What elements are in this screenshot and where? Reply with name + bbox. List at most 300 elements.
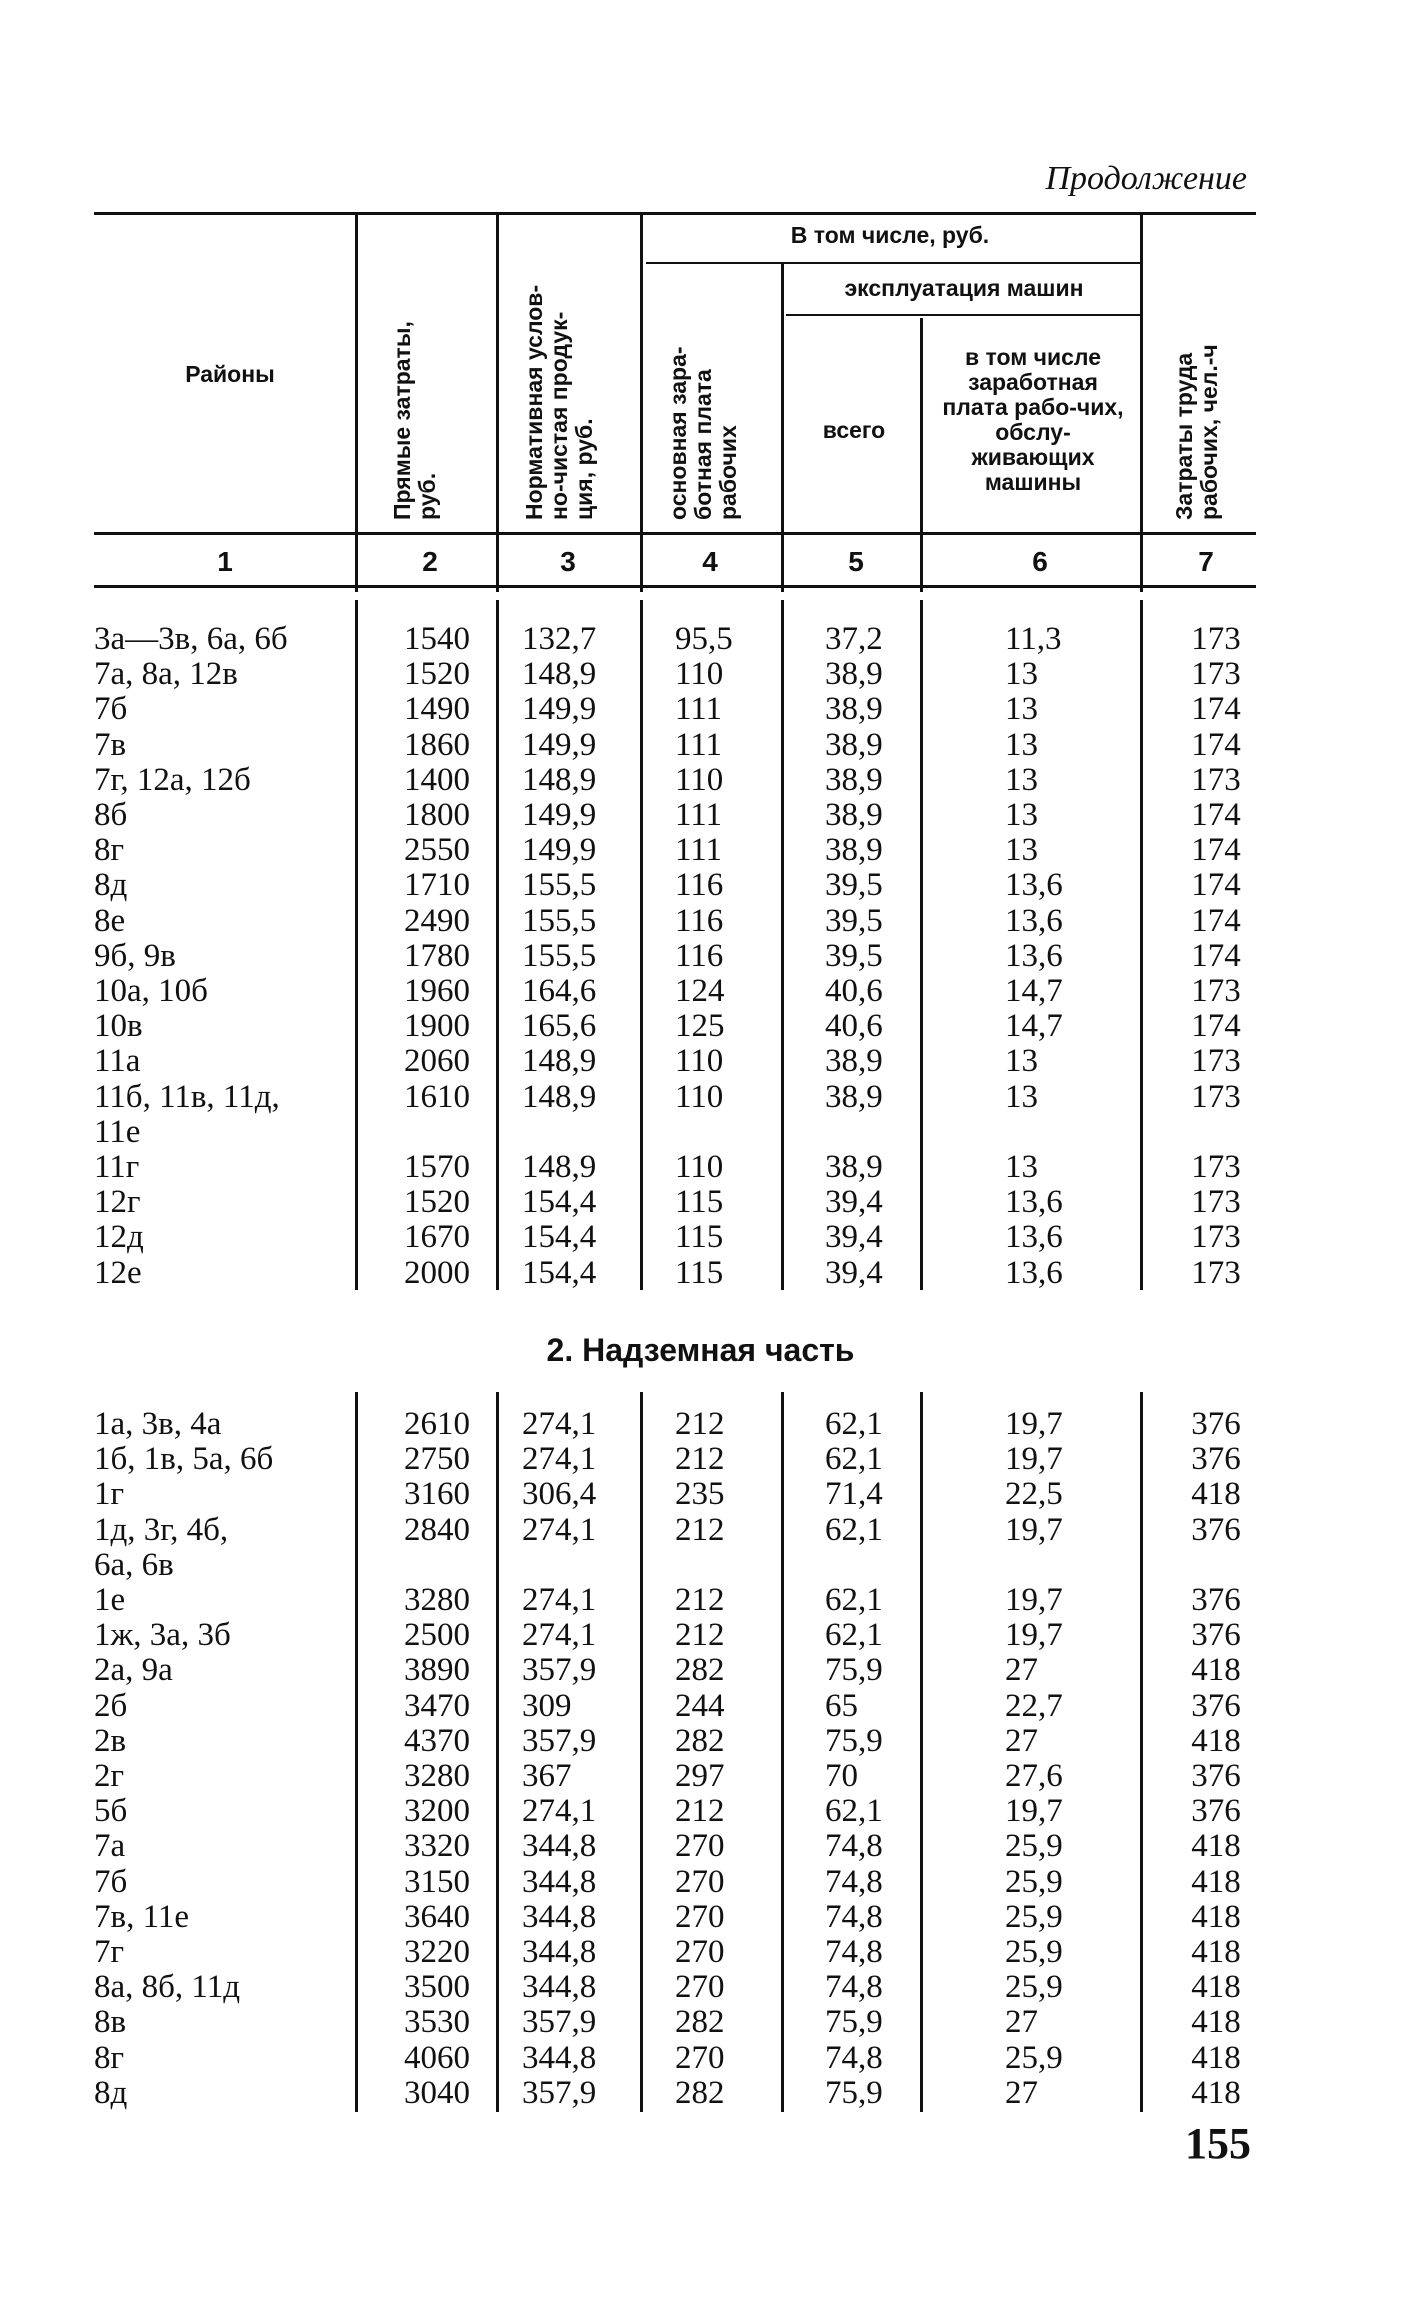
table-cell: 270	[675, 1969, 725, 2006]
table-cell: 8в	[94, 2004, 127, 2041]
table-row	[0, 1865, 1401, 1900]
table-cell: 3530	[404, 2004, 470, 2041]
table-cell: 212	[675, 1406, 725, 1442]
table-cell: 39,4	[825, 1184, 883, 1221]
header-col1: Районы	[185, 361, 275, 387]
table-cell: 75,9	[825, 2074, 883, 2111]
table-row	[0, 798, 1401, 833]
table-cell: 13,6	[1005, 937, 1063, 974]
table-cell: 8д	[94, 2074, 128, 2111]
table-cell: 110	[675, 761, 724, 798]
table-cell: 74,8	[825, 1828, 883, 1865]
table-cell: 1520	[404, 1184, 470, 1221]
table-cell: 62,1	[825, 1582, 883, 1618]
table-cell: 11б, 11в, 11д,	[94, 1078, 280, 1115]
table-cell: 124	[675, 973, 725, 1009]
table-cell: 132,7	[522, 621, 597, 657]
table-cell: 1670	[404, 1219, 470, 1256]
table-cell: 110	[675, 656, 724, 693]
table-cell: 274,1	[522, 1582, 597, 1618]
table-cell: 13	[1005, 797, 1038, 833]
table-cell: 14,7	[1005, 1008, 1063, 1045]
table-cell: 111	[675, 797, 723, 833]
table-cell: 173	[1191, 1184, 1241, 1221]
group-rule	[646, 262, 1140, 264]
table-cell: 309	[522, 1687, 572, 1724]
colnum-1: 1	[217, 546, 233, 577]
table-cell: 116	[675, 937, 724, 974]
table-cell: 1г	[94, 1476, 125, 1513]
table-cell: 1800	[404, 797, 470, 833]
table-cell: 2500	[404, 1617, 470, 1654]
table-cell: 165,6	[522, 1008, 597, 1045]
table-cell: 12е	[94, 1254, 142, 1291]
table-cell: 1д, 3г, 4б,	[94, 1511, 229, 1548]
table-cell: 1е	[94, 1582, 126, 1618]
table-cell: 75,9	[825, 1722, 883, 1759]
table-cell: 39,4	[825, 1254, 883, 1291]
table-cell: 111	[675, 691, 723, 728]
table-cell: 367	[522, 1758, 572, 1794]
table-cell: 1490	[404, 691, 470, 728]
table-cell: 115	[675, 1184, 724, 1221]
table-row	[0, 657, 1401, 692]
table-cell: 62,1	[825, 1617, 883, 1654]
header-col4: основная зара- ботная плата рабочих	[665, 346, 741, 520]
table-cell: 282	[675, 1722, 725, 1759]
table-cell: 38,9	[825, 1078, 883, 1115]
table-row	[0, 1724, 1401, 1759]
table-cell: 25,9	[1005, 1969, 1063, 2006]
table-cell: 74,8	[825, 2039, 883, 2076]
table-cell: 344,8	[522, 1898, 597, 1935]
table-row	[0, 2076, 1401, 2111]
table-cell: 75,9	[825, 2004, 883, 2041]
table-cell: 418	[1191, 2004, 1241, 2041]
header-col7: Затраты труда рабочих, чел.-ч	[1171, 344, 1222, 520]
table-cell: 274,1	[522, 1406, 597, 1442]
table-cell: 1960	[404, 973, 470, 1009]
table-cell: 62,1	[825, 1511, 883, 1548]
table-cell: 62,1	[825, 1406, 883, 1442]
table-cell: 1780	[404, 937, 470, 974]
table-cell: 8б	[94, 797, 128, 833]
table-cell: 7б	[94, 1863, 128, 1900]
colnum-4: 4	[702, 546, 718, 577]
table-cell: 40,6	[825, 1008, 883, 1045]
table-cell: 70	[825, 1758, 858, 1794]
header-col2: Прямые затраты, руб.	[389, 321, 440, 520]
table-cell: 1610	[404, 1078, 470, 1115]
table-cell: 376	[1191, 1406, 1241, 1442]
table-cell: 2б	[94, 1687, 128, 1724]
table-cell: 110	[675, 1149, 724, 1185]
table-row	[0, 1009, 1401, 1044]
table-cell: 7г, 12а, 12б	[94, 761, 251, 798]
table-cell: 3а—3в, 6а, 6б	[94, 621, 288, 657]
table-cell: 11а	[94, 1043, 141, 1080]
table-cell: 148,9	[522, 1043, 597, 1080]
table-cell: 376	[1191, 1441, 1241, 1478]
table-cell: 13	[1005, 1043, 1038, 1080]
table-cell: 1900	[404, 1008, 470, 1045]
table-cell: 13	[1005, 656, 1038, 693]
continuation-label: Продолжение	[1045, 160, 1247, 197]
divider-6	[1140, 212, 1143, 592]
header-group: В том числе, руб.	[790, 222, 990, 248]
table-cell: 7а, 8а, 12в	[94, 656, 238, 693]
table-cell: 282	[675, 2074, 725, 2111]
table-cell: 344,8	[522, 2039, 597, 2076]
table-row	[0, 1583, 1401, 1618]
table-cell: 173	[1191, 1078, 1241, 1115]
table-cell: 116	[675, 867, 724, 904]
table-cell: 8а, 8б, 11д	[94, 1969, 241, 2006]
table-cell: 270	[675, 1828, 725, 1865]
table-cell: 2750	[404, 1441, 470, 1478]
table-cell: 1ж, 3а, 3б	[94, 1617, 231, 1654]
table-cell: 13	[1005, 726, 1038, 763]
table-cell: 173	[1191, 1149, 1241, 1185]
table-cell: 13	[1005, 1149, 1038, 1185]
table-cell: 116	[675, 902, 724, 939]
table-cell: 173	[1191, 656, 1241, 693]
table-cell: 25,9	[1005, 1863, 1063, 1900]
table-cell: 154,4	[522, 1254, 597, 1291]
table-cell: 270	[675, 1934, 725, 1970]
table-cell: 22,7	[1005, 1687, 1063, 1724]
table-cell: 376	[1191, 1582, 1241, 1618]
table-cell: 39,5	[825, 902, 883, 939]
table-row	[0, 1150, 1401, 1185]
table-cell: 235	[675, 1476, 725, 1513]
table-cell: 344,8	[522, 1934, 597, 1970]
table-cell: 376	[1191, 1617, 1241, 1654]
table-row	[0, 622, 1401, 657]
table-cell: 149,9	[522, 832, 597, 869]
table-cell: 19,7	[1005, 1441, 1063, 1478]
table-cell: 282	[675, 1652, 725, 1689]
table-cell: 173	[1191, 1043, 1241, 1080]
table-cell: 2550	[404, 832, 470, 869]
table-cell: 357,9	[522, 1722, 597, 1759]
table-cell: 27,6	[1005, 1758, 1063, 1794]
table-cell: 418	[1191, 2039, 1241, 2076]
table-cell: 274,1	[522, 1441, 597, 1478]
table-row	[0, 868, 1401, 903]
table-cell: 344,8	[522, 1828, 597, 1865]
header-top-rule	[94, 212, 1256, 215]
divider-5	[920, 318, 923, 592]
table-cell: 174	[1191, 867, 1241, 904]
table-cell: 1520	[404, 656, 470, 693]
table-cell: 173	[1191, 761, 1241, 798]
table-cell: 154,4	[522, 1184, 597, 1221]
table-cell: 418	[1191, 1934, 1241, 1970]
table-row	[0, 1513, 1401, 1548]
table-cell: 6а, 6в	[94, 1546, 174, 1583]
table-cell: 148,9	[522, 1078, 597, 1115]
table-row	[0, 1080, 1401, 1115]
table-cell: 155,5	[522, 867, 597, 904]
table-row	[0, 1044, 1401, 1079]
table-cell: 125	[675, 1008, 725, 1045]
table-cell: 65	[825, 1687, 858, 1724]
table-cell: 8д	[94, 867, 128, 904]
table-cell: 274,1	[522, 1793, 597, 1830]
table-row	[0, 1759, 1401, 1794]
table-cell: 111	[675, 832, 723, 869]
table-cell: 38,9	[825, 832, 883, 869]
table-cell: 13	[1005, 1078, 1038, 1115]
table-cell: 40,6	[825, 973, 883, 1009]
divider-3	[640, 212, 643, 592]
table-cell: 174	[1191, 937, 1241, 974]
table-row	[0, 692, 1401, 727]
table-cell: 212	[675, 1441, 725, 1478]
table-cell: 270	[675, 1898, 725, 1935]
table-cell: 12д	[94, 1219, 144, 1256]
table-cell: 357,9	[522, 2004, 597, 2041]
table-row	[0, 1794, 1401, 1829]
table-cell: 37,2	[825, 621, 883, 657]
table-cell: 3220	[404, 1934, 470, 1970]
table-cell: 148,9	[522, 761, 597, 798]
table-cell: 174	[1191, 902, 1241, 939]
table-cell: 270	[675, 2039, 725, 2076]
table-cell: 3040	[404, 2074, 470, 2111]
table-cell: 7б	[94, 691, 128, 728]
table-cell: 25,9	[1005, 2039, 1063, 2076]
table-cell: 418	[1191, 1652, 1241, 1689]
table-cell: 13	[1005, 761, 1038, 798]
table-cell: 5б	[94, 1793, 128, 1830]
table-cell: 173	[1191, 973, 1241, 1009]
table-cell: 376	[1191, 1793, 1241, 1830]
table-row	[0, 2041, 1401, 2076]
table-cell: 25,9	[1005, 1828, 1063, 1865]
table-cell: 174	[1191, 1008, 1241, 1045]
table-cell: 1860	[404, 726, 470, 763]
table-cell: 27	[1005, 2004, 1038, 2041]
header-col5group: эксплуатация машин	[844, 275, 1084, 301]
table-row	[0, 1185, 1401, 1220]
header-col6: в том числе заработная плата рабо-чих, обслу-живающих машины	[942, 344, 1124, 495]
table-cell: 39,5	[825, 867, 883, 904]
table-cell: 212	[675, 1511, 725, 1548]
table-cell: 2060	[404, 1043, 470, 1080]
subgroup-rule	[786, 314, 1140, 316]
table-cell: 8г	[94, 2039, 125, 2076]
table-cell: 2а, 9а	[94, 1652, 173, 1689]
table-cell: 38,9	[825, 726, 883, 763]
table-cell: 7а	[94, 1828, 126, 1865]
table-cell: 75,9	[825, 1652, 883, 1689]
table-cell: 4060	[404, 2039, 470, 2076]
table-cell: 110	[675, 1078, 724, 1115]
divider-1	[355, 212, 358, 592]
table-cell: 12г	[94, 1184, 141, 1221]
colnum-3: 3	[560, 546, 576, 577]
table-cell: 14,7	[1005, 973, 1063, 1009]
table-cell: 357,9	[522, 2074, 597, 2111]
table-cell: 274,1	[522, 1617, 597, 1654]
table-cell: 39,4	[825, 1219, 883, 1256]
table-cell: 418	[1191, 1898, 1241, 1935]
table-cell: 212	[675, 1617, 725, 1654]
table-cell: 154,4	[522, 1219, 597, 1256]
table-cell: 149,9	[522, 797, 597, 833]
table-row	[0, 1935, 1401, 1970]
table-cell: 270	[675, 1863, 725, 1900]
table-cell: 418	[1191, 1722, 1241, 1759]
table-cell: 13	[1005, 691, 1038, 728]
table-cell: 13,6	[1005, 1254, 1063, 1291]
table-cell: 376	[1191, 1758, 1241, 1794]
table-cell: 173	[1191, 1254, 1241, 1291]
table-cell: 19,7	[1005, 1793, 1063, 1830]
header-bottom-rule	[94, 532, 1256, 535]
table-cell: 418	[1191, 1863, 1241, 1900]
colnum-6: 6	[1032, 546, 1048, 577]
table-row	[0, 1829, 1401, 1864]
table-cell: 148,9	[522, 1149, 597, 1185]
table-cell: 13,6	[1005, 1184, 1063, 1221]
table-cell: 282	[675, 2004, 725, 2041]
table-row	[0, 2005, 1401, 2040]
table-cell: 13,6	[1005, 1219, 1063, 1256]
table-cell: 274,1	[522, 1511, 597, 1548]
table-cell: 344,8	[522, 1863, 597, 1900]
table-cell: 74,8	[825, 1898, 883, 1935]
table-cell: 2610	[404, 1406, 470, 1442]
table-cell: 25,9	[1005, 1898, 1063, 1935]
table-cell: 155,5	[522, 937, 597, 974]
table-cell: 115	[675, 1219, 724, 1256]
table-cell: 149,9	[522, 726, 597, 763]
table-cell: 376	[1191, 1511, 1241, 1548]
table-cell: 3890	[404, 1652, 470, 1689]
table-cell: 10а, 10б	[94, 973, 208, 1009]
table-row	[0, 1900, 1401, 1935]
table-cell: 7в, 11е	[94, 1898, 190, 1935]
table-cell: 418	[1191, 1476, 1241, 1513]
table-row	[0, 1970, 1401, 2005]
table-cell: 38,9	[825, 691, 883, 728]
table-cell: 148,9	[522, 656, 597, 693]
table-cell: 111	[675, 726, 723, 763]
table-cell: 2840	[404, 1511, 470, 1548]
table-row	[0, 974, 1401, 1009]
table-cell: 4370	[404, 1722, 470, 1759]
table-cell: 174	[1191, 797, 1241, 833]
table-cell: 357,9	[522, 1652, 597, 1689]
table-row	[0, 763, 1401, 798]
table-cell: 3470	[404, 1687, 470, 1724]
table-cell: 2в	[94, 1722, 127, 1759]
page-number: 155	[1185, 2119, 1251, 2168]
table-cell: 19,7	[1005, 1406, 1063, 1442]
table-cell: 71,4	[825, 1476, 883, 1513]
table-cell: 11е	[94, 1113, 141, 1150]
table-cell: 344,8	[522, 1969, 597, 2006]
table-cell: 8г	[94, 832, 125, 869]
table-cell: 173	[1191, 1219, 1241, 1256]
table-row	[0, 1220, 1401, 1255]
table-cell: 27	[1005, 1722, 1038, 1759]
table-cell: 11,3	[1005, 621, 1062, 657]
table-cell: 3500	[404, 1969, 470, 2006]
table-cell: 3640	[404, 1898, 470, 1935]
colnum-7: 7	[1198, 546, 1214, 577]
table-cell: 38,9	[825, 761, 883, 798]
table-cell: 3200	[404, 1793, 470, 1830]
table-row	[0, 1548, 1401, 1583]
table-cell: 1400	[404, 761, 470, 798]
table-cell: 164,6	[522, 973, 597, 1009]
table-cell: 11г	[94, 1149, 140, 1185]
table-cell: 22,5	[1005, 1476, 1063, 1513]
colnum-2: 2	[422, 546, 438, 577]
table-cell: 95,5	[675, 621, 733, 657]
table-cell: 27	[1005, 1652, 1038, 1689]
table-cell: 8е	[94, 902, 126, 939]
table-row	[0, 1653, 1401, 1688]
table-cell: 3280	[404, 1758, 470, 1794]
table-cell: 38,9	[825, 1043, 883, 1080]
table-cell: 27	[1005, 2074, 1038, 2111]
table-row	[0, 1689, 1401, 1724]
table-cell: 2000	[404, 1254, 470, 1291]
table-cell: 149,9	[522, 691, 597, 728]
table-cell: 19,7	[1005, 1617, 1063, 1654]
table-cell: 3150	[404, 1863, 470, 1900]
table-row	[0, 1256, 1401, 1291]
header-col3: Нормативная услов- но-чистая продук- ция, руб.	[521, 284, 597, 520]
table-cell: 62,1	[825, 1441, 883, 1478]
table-cell: 38,9	[825, 1149, 883, 1185]
table-row	[0, 1618, 1401, 1653]
section2-title: 2. Надземная часть	[546, 1332, 855, 1368]
table-row	[0, 1477, 1401, 1512]
table-row	[0, 904, 1401, 939]
table-cell: 10в	[94, 1008, 143, 1045]
table-cell: 155,5	[522, 902, 597, 939]
table-cell: 1710	[404, 867, 470, 904]
table-cell: 2490	[404, 902, 470, 939]
table-cell: 19,7	[1005, 1511, 1063, 1548]
table-cell: 7в	[94, 726, 127, 763]
table-row	[0, 939, 1401, 974]
table-cell: 212	[675, 1582, 725, 1618]
divider-2	[496, 212, 499, 592]
table-cell: 38,9	[825, 797, 883, 833]
table-cell: 306,4	[522, 1476, 597, 1513]
table-cell: 39,5	[825, 937, 883, 974]
table-cell: 418	[1191, 1828, 1241, 1865]
table-cell: 62,1	[825, 1793, 883, 1830]
table-cell: 74,8	[825, 1969, 883, 2006]
table-cell: 38,9	[825, 656, 883, 693]
table-cell: 174	[1191, 832, 1241, 869]
table-row	[0, 833, 1401, 868]
table-cell: 297	[675, 1758, 725, 1794]
colnum-5: 5	[848, 546, 864, 577]
divider-4	[781, 264, 784, 592]
table-cell: 110	[675, 1043, 724, 1080]
table-cell: 19,7	[1005, 1582, 1063, 1618]
table-cell: 212	[675, 1793, 725, 1830]
